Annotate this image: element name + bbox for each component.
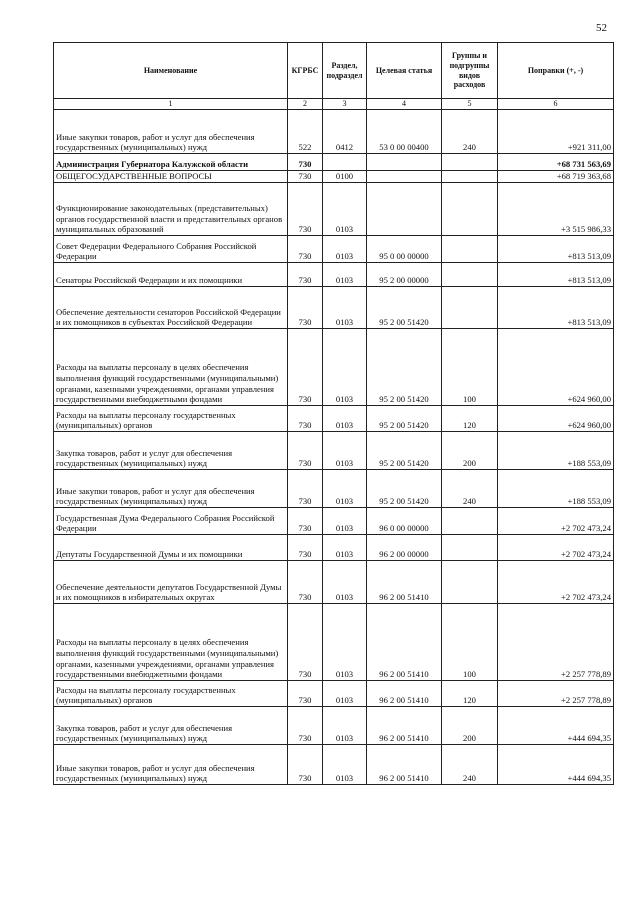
row-name: Расходы на выплаты персоналу государственных (муниципальных) органов bbox=[54, 406, 288, 432]
row-group bbox=[442, 561, 498, 604]
column-number: 5 bbox=[442, 99, 498, 110]
row-amount: +444 694,35 bbox=[498, 707, 614, 745]
row-group bbox=[442, 236, 498, 263]
row-kgrbs: 730 bbox=[288, 745, 323, 785]
row-section: 0103 bbox=[323, 470, 367, 508]
row-kgrbs: 730 bbox=[288, 287, 323, 329]
row-kgrbs: 730 bbox=[288, 329, 323, 406]
row-name: Иные закупки товаров, работ и услуг для обеспечения государственных (муниципальных) нужд bbox=[54, 470, 288, 508]
row-section: 0103 bbox=[323, 707, 367, 745]
row-amount: +2 257 778,89 bbox=[498, 681, 614, 707]
row-target bbox=[367, 171, 442, 183]
row-kgrbs: 730 bbox=[288, 508, 323, 535]
row-section: 0103 bbox=[323, 432, 367, 470]
table-row bbox=[54, 236, 614, 263]
header-amendments: Поправки (+, -) bbox=[498, 43, 614, 99]
row-group bbox=[442, 183, 498, 236]
table-row bbox=[54, 432, 614, 470]
row-group bbox=[442, 508, 498, 535]
row-section: 0103 bbox=[323, 263, 367, 287]
row-section: 0103 bbox=[323, 183, 367, 236]
table-row bbox=[54, 406, 614, 432]
header-name: Наименование bbox=[54, 43, 288, 99]
column-number: 3 bbox=[323, 99, 367, 110]
table-row bbox=[54, 604, 614, 681]
column-number: 2 bbox=[288, 99, 323, 110]
row-name: Обеспечение деятельности депутатов Государственной Думы и их помощников в избирательных округах bbox=[54, 561, 288, 604]
row-amount: +921 311,00 bbox=[498, 110, 614, 154]
table-body bbox=[54, 110, 614, 785]
row-target: 95 2 00 00000 bbox=[367, 263, 442, 287]
column-number: 6 bbox=[498, 99, 614, 110]
row-kgrbs: 522 bbox=[288, 110, 323, 154]
row-group: 240 bbox=[442, 745, 498, 785]
row-group: 200 bbox=[442, 707, 498, 745]
header-groups: Группы и подгруппы видов расходов bbox=[442, 43, 498, 99]
row-amount: +624 960,00 bbox=[498, 329, 614, 406]
row-amount: +624 960,00 bbox=[498, 406, 614, 432]
budget-table bbox=[53, 42, 614, 785]
row-name: Расходы на выплаты персоналу государственных (муниципальных) органов bbox=[54, 681, 288, 707]
row-group bbox=[442, 535, 498, 561]
row-target: 96 2 00 51410 bbox=[367, 681, 442, 707]
row-section: 0103 bbox=[323, 287, 367, 329]
table-row bbox=[54, 329, 614, 406]
column-number: 4 bbox=[367, 99, 442, 110]
table-row bbox=[54, 681, 614, 707]
table-row bbox=[54, 110, 614, 154]
row-target: 53 0 00 00400 bbox=[367, 110, 442, 154]
header-row bbox=[54, 43, 614, 99]
row-name: Государственная Дума Федерального Собрания Российской Федерации bbox=[54, 508, 288, 535]
row-section: 0103 bbox=[323, 406, 367, 432]
row-kgrbs: 730 bbox=[288, 406, 323, 432]
row-name: Администрация Губернатора Калужской области bbox=[54, 154, 288, 171]
row-kgrbs: 730 bbox=[288, 681, 323, 707]
row-target bbox=[367, 183, 442, 236]
column-number-row bbox=[54, 99, 614, 110]
row-group: 120 bbox=[442, 406, 498, 432]
row-group: 120 bbox=[442, 681, 498, 707]
row-amount: +2 702 473,24 bbox=[498, 535, 614, 561]
row-group bbox=[442, 263, 498, 287]
row-target: 96 2 00 51410 bbox=[367, 745, 442, 785]
row-target: 96 0 00 00000 bbox=[367, 508, 442, 535]
row-target: 96 2 00 51410 bbox=[367, 707, 442, 745]
row-name: Совет Федерации Федерального Собрания Российской Федерации bbox=[54, 236, 288, 263]
row-name: Расходы на выплаты персоналу в целях обеспечения выполнения функций государственными (муниципальными) органами, казенными учреждениями, органами управления государственными внебюджетными фондами bbox=[54, 329, 288, 406]
table-row bbox=[54, 535, 614, 561]
row-amount: +188 553,09 bbox=[498, 432, 614, 470]
row-section: 0103 bbox=[323, 681, 367, 707]
row-name: ОБЩЕГОСУДАРСТВЕННЫЕ ВОПРОСЫ bbox=[54, 171, 288, 183]
row-section: 0412 bbox=[323, 110, 367, 154]
row-kgrbs: 730 bbox=[288, 263, 323, 287]
table-row bbox=[54, 508, 614, 535]
row-amount: +2 702 473,24 bbox=[498, 508, 614, 535]
row-target: 95 2 00 51420 bbox=[367, 406, 442, 432]
row-amount: +188 553,09 bbox=[498, 470, 614, 508]
row-kgrbs: 730 bbox=[288, 535, 323, 561]
row-section: 0103 bbox=[323, 535, 367, 561]
row-name: Функционирование законодательных (представительных) органов государственной власти и представительных органов муниципальных образований bbox=[54, 183, 288, 236]
row-name: Закупка товаров, работ и услуг для обеспечения государственных (муниципальных) нужд bbox=[54, 432, 288, 470]
row-amount: +68 719 363,68 bbox=[498, 171, 614, 183]
row-group: 240 bbox=[442, 110, 498, 154]
row-target bbox=[367, 154, 442, 171]
row-kgrbs: 730 bbox=[288, 707, 323, 745]
table-row bbox=[54, 171, 614, 183]
row-amount: +3 515 986,33 bbox=[498, 183, 614, 236]
row-target: 95 2 00 51420 bbox=[367, 329, 442, 406]
row-group bbox=[442, 287, 498, 329]
table-row bbox=[54, 263, 614, 287]
row-section: 0103 bbox=[323, 236, 367, 263]
row-amount: +813 513,09 bbox=[498, 263, 614, 287]
row-amount: +68 731 563,69 bbox=[498, 154, 614, 171]
table-row bbox=[54, 561, 614, 604]
row-section: 0100 bbox=[323, 171, 367, 183]
row-name: Обеспечение деятельности сенаторов Российской Федерации и их помощников в субъектах Российской Федерации bbox=[54, 287, 288, 329]
row-kgrbs: 730 bbox=[288, 470, 323, 508]
row-amount: +2 257 778,89 bbox=[498, 604, 614, 681]
row-name: Иные закупки товаров, работ и услуг для обеспечения государственных (муниципальных) нужд bbox=[54, 110, 288, 154]
row-kgrbs: 730 bbox=[288, 236, 323, 263]
row-group: 200 bbox=[442, 432, 498, 470]
row-target: 96 2 00 51410 bbox=[367, 561, 442, 604]
row-name: Депутаты Государственной Думы и их помощники bbox=[54, 535, 288, 561]
row-kgrbs: 730 bbox=[288, 154, 323, 171]
row-section: 0103 bbox=[323, 745, 367, 785]
row-target: 95 2 00 51420 bbox=[367, 470, 442, 508]
row-target: 95 2 00 51420 bbox=[367, 287, 442, 329]
row-amount: +813 513,09 bbox=[498, 287, 614, 329]
row-amount: +444 694,35 bbox=[498, 745, 614, 785]
header-kgrbs: КГРБС bbox=[288, 43, 323, 99]
row-group: 100 bbox=[442, 604, 498, 681]
column-number: 1 bbox=[54, 99, 288, 110]
row-group bbox=[442, 171, 498, 183]
row-section: 0103 bbox=[323, 561, 367, 604]
row-target: 95 2 00 51420 bbox=[367, 432, 442, 470]
row-kgrbs: 730 bbox=[288, 171, 323, 183]
row-group: 240 bbox=[442, 470, 498, 508]
row-section: 0103 bbox=[323, 329, 367, 406]
row-section: 0103 bbox=[323, 604, 367, 681]
table-row bbox=[54, 707, 614, 745]
row-kgrbs: 730 bbox=[288, 183, 323, 236]
row-target: 96 2 00 51410 bbox=[367, 604, 442, 681]
table-row bbox=[54, 745, 614, 785]
row-name: Закупка товаров, работ и услуг для обеспечения государственных (муниципальных) нужд bbox=[54, 707, 288, 745]
row-name: Сенаторы Российской Федерации и их помощники bbox=[54, 263, 288, 287]
row-name: Иные закупки товаров, работ и услуг для обеспечения государственных (муниципальных) нужд bbox=[54, 745, 288, 785]
table-row bbox=[54, 287, 614, 329]
row-group: 100 bbox=[442, 329, 498, 406]
row-kgrbs: 730 bbox=[288, 432, 323, 470]
table-row bbox=[54, 183, 614, 236]
table-row bbox=[54, 154, 614, 171]
row-kgrbs: 730 bbox=[288, 561, 323, 604]
row-group bbox=[442, 154, 498, 171]
row-kgrbs: 730 bbox=[288, 604, 323, 681]
row-target: 95 0 00 00000 bbox=[367, 236, 442, 263]
page-number: 52 bbox=[596, 22, 607, 34]
row-section bbox=[323, 154, 367, 171]
row-name: Расходы на выплаты персоналу в целях обеспечения выполнения функций государственными (муниципальными) органами, казенными учреждениями, органами управления государственными внебюджетными фондами bbox=[54, 604, 288, 681]
row-amount: +2 702 473,24 bbox=[498, 561, 614, 604]
table-row bbox=[54, 470, 614, 508]
row-section: 0103 bbox=[323, 508, 367, 535]
row-target: 96 2 00 00000 bbox=[367, 535, 442, 561]
header-section: Раздел, подраздел bbox=[323, 43, 367, 99]
header-target: Целевая статья bbox=[367, 43, 442, 99]
row-amount: +813 513,09 bbox=[498, 236, 614, 263]
